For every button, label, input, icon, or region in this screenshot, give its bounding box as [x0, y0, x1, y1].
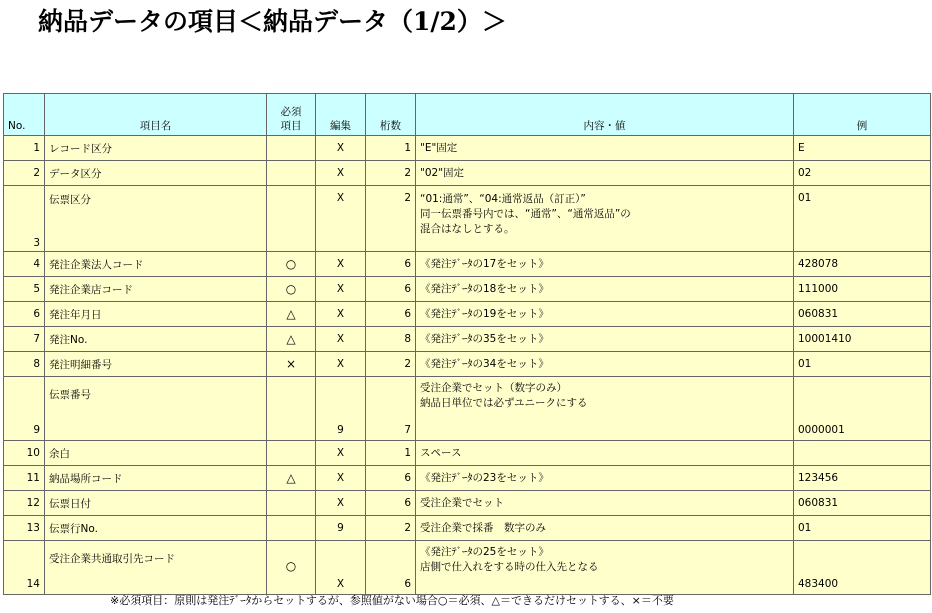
header-edit: 編集 — [316, 94, 366, 136]
digit-count: 6 — [366, 541, 416, 595]
field-example: 123456 — [794, 466, 931, 491]
required-mark — [267, 136, 316, 161]
field-example: 10001410 — [794, 327, 931, 352]
table-row — [4, 186, 931, 252]
required-mark: △ — [267, 466, 316, 491]
table-row — [4, 441, 931, 466]
edit-type: X — [316, 161, 366, 186]
table-row — [4, 466, 931, 491]
digit-count: 2 — [366, 516, 416, 541]
required-mark: ○ — [267, 541, 316, 595]
table-row — [4, 491, 931, 516]
field-content: 受注企業でセット（数字のみ） 納品日単位では必ずユニークにする — [416, 377, 794, 441]
required-mark — [267, 441, 316, 466]
header-required-label: 必須 項目 — [280, 106, 302, 132]
field-name: 発注企業店コード — [45, 277, 267, 302]
digit-count: 1 — [366, 136, 416, 161]
header-content: 内容・値 — [416, 94, 794, 136]
header-example: 例 — [794, 94, 931, 136]
footnote: ※必須項目：原則は発注ﾃﾞｰﾀからセットするが、参照値がない場合○＝必須、△＝できるだけセットする、×＝不要 — [110, 594, 674, 607]
field-content: 《発注ﾃﾞｰﾀの18をセット》 — [416, 277, 794, 302]
edit-type: X — [316, 352, 366, 377]
digit-count: 8 — [366, 327, 416, 352]
digit-count: 2 — [366, 352, 416, 377]
row-number: 2 — [4, 161, 45, 186]
table-row — [4, 352, 931, 377]
edit-type: X — [316, 441, 366, 466]
digit-count: 6 — [366, 491, 416, 516]
table-row — [4, 302, 931, 327]
digit-count: 7 — [366, 377, 416, 441]
table-row — [4, 377, 931, 441]
field-content: 《発注ﾃﾞｰﾀの17をセット》 — [416, 252, 794, 277]
row-number: 6 — [4, 302, 45, 327]
edit-type: X — [316, 186, 366, 252]
edit-type: X — [316, 277, 366, 302]
field-example: 111000 — [794, 277, 931, 302]
field-content: “01:通常”、“04:通常返品（訂正）” 同一伝票番号内では、“通常”、“通常返品”の 混合はなしとする。 — [416, 186, 794, 252]
field-content: 《発注ﾃﾞｰﾀの25をセット》 店側で仕入れをする時の仕入先となる — [416, 541, 794, 595]
field-example — [794, 441, 931, 466]
field-name: 発注明細番号 — [45, 352, 267, 377]
table-row — [4, 327, 931, 352]
field-name: 納品場所コード — [45, 466, 267, 491]
row-number: 11 — [4, 466, 45, 491]
field-example: 483400 — [794, 541, 931, 595]
row-number: 4 — [4, 252, 45, 277]
edit-type: X — [316, 302, 366, 327]
edit-type: X — [316, 541, 366, 595]
required-mark: ○ — [267, 252, 316, 277]
header-no: No. — [4, 94, 45, 136]
row-number: 3 — [4, 186, 45, 252]
field-name: 余白 — [45, 441, 267, 466]
field-name: データ区分 — [45, 161, 267, 186]
field-content: 《発注ﾃﾞｰﾀの34をセット》 — [416, 352, 794, 377]
header-row — [4, 94, 931, 136]
header-name: 項目名 — [45, 94, 267, 136]
digit-count: 6 — [366, 277, 416, 302]
field-example: 428078 — [794, 252, 931, 277]
field-name: 発注No. — [45, 327, 267, 352]
row-number: 8 — [4, 352, 45, 377]
field-name: 発注年月日 — [45, 302, 267, 327]
edit-type: 9 — [316, 516, 366, 541]
table-row — [4, 541, 931, 595]
field-name: 伝票日付 — [45, 491, 267, 516]
field-content: "E"固定 — [416, 136, 794, 161]
required-mark — [267, 516, 316, 541]
digit-count: 6 — [366, 252, 416, 277]
row-number: 1 — [4, 136, 45, 161]
field-name: レコード区分 — [45, 136, 267, 161]
row-number: 5 — [4, 277, 45, 302]
field-example: 060831 — [794, 302, 931, 327]
field-content: 受注企業でセット — [416, 491, 794, 516]
edit-type: X — [316, 252, 366, 277]
field-content: 受注企業で採番 数字のみ — [416, 516, 794, 541]
page-title: 納品データの項目＜納品データ（1/2）＞ — [38, 7, 507, 36]
field-content: 《発注ﾃﾞｰﾀの23をセット》 — [416, 466, 794, 491]
row-number: 9 — [4, 377, 45, 441]
field-example: 01 — [794, 186, 931, 252]
header-required — [267, 94, 316, 136]
row-number: 14 — [4, 541, 45, 595]
edit-type: 9 — [316, 377, 366, 441]
field-content: スペース — [416, 441, 794, 466]
row-number: 12 — [4, 491, 45, 516]
field-content: 《発注ﾃﾞｰﾀの35をセット》 — [416, 327, 794, 352]
field-example: 01 — [794, 516, 931, 541]
row-number: 7 — [4, 327, 45, 352]
required-mark — [267, 491, 316, 516]
table-row — [4, 277, 931, 302]
field-spec-table — [3, 93, 931, 595]
table-row — [4, 516, 931, 541]
field-example: E — [794, 136, 931, 161]
edit-type: X — [316, 327, 366, 352]
field-example: 01 — [794, 352, 931, 377]
required-mark: △ — [267, 302, 316, 327]
edit-type: X — [316, 491, 366, 516]
field-example: 0000001 — [794, 377, 931, 441]
digit-count: 1 — [366, 441, 416, 466]
header-digits: 桁数 — [366, 94, 416, 136]
required-mark — [267, 161, 316, 186]
required-mark — [267, 186, 316, 252]
field-example: 02 — [794, 161, 931, 186]
edit-type: X — [316, 136, 366, 161]
required-mark: △ — [267, 327, 316, 352]
field-name: 伝票行No. — [45, 516, 267, 541]
required-mark: × — [267, 352, 316, 377]
table-row — [4, 136, 931, 161]
digit-count: 2 — [366, 186, 416, 252]
required-mark — [267, 377, 316, 441]
field-content: 《発注ﾃﾞｰﾀの19をセット》 — [416, 302, 794, 327]
field-name: 受注企業共通取引先コード — [45, 541, 267, 595]
row-number: 10 — [4, 441, 45, 466]
field-name: 発注企業法人コード — [45, 252, 267, 277]
field-content: "02"固定 — [416, 161, 794, 186]
row-number: 13 — [4, 516, 45, 541]
field-name: 伝票区分 — [45, 186, 267, 252]
digit-count: 2 — [366, 161, 416, 186]
digit-count: 6 — [366, 302, 416, 327]
table-row — [4, 252, 931, 277]
edit-type: X — [316, 466, 366, 491]
field-name: 伝票番号 — [45, 377, 267, 441]
table-row — [4, 161, 931, 186]
digit-count: 6 — [366, 466, 416, 491]
required-mark: ○ — [267, 277, 316, 302]
field-example: 060831 — [794, 491, 931, 516]
